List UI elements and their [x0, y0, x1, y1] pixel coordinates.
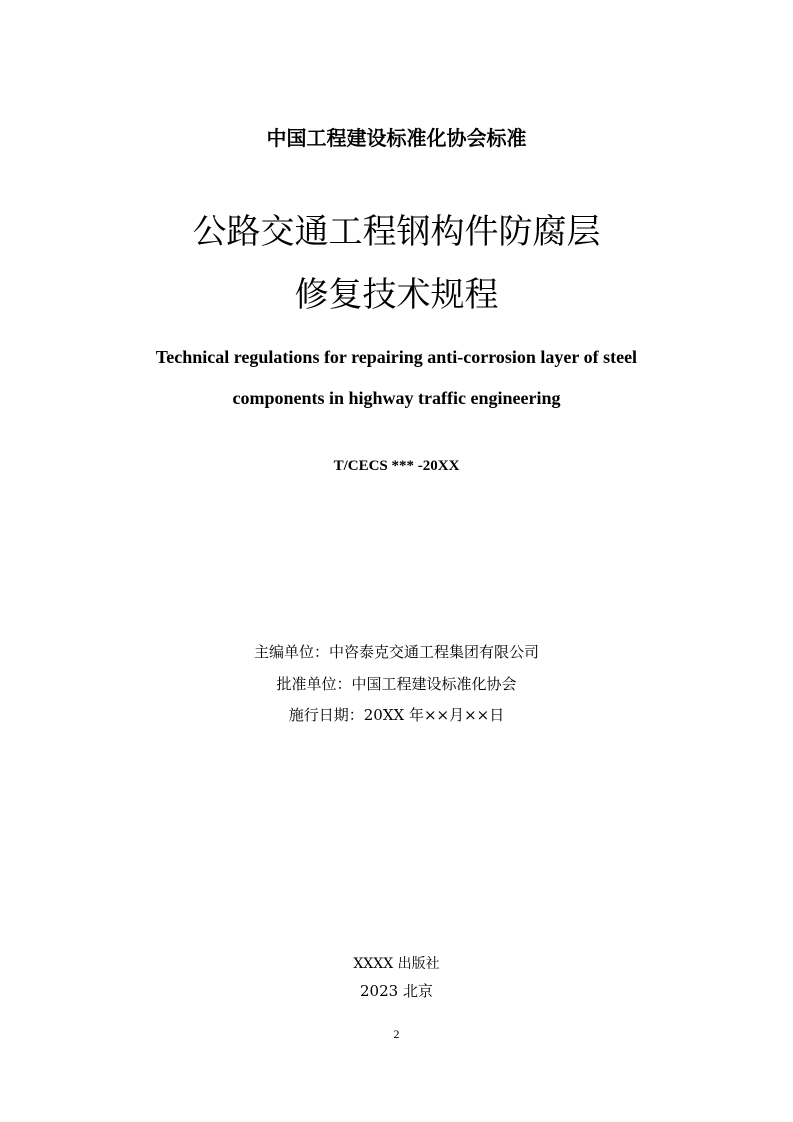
editor-unit: 主编单位：中咨泰克交通工程集团有限公司 — [253, 643, 539, 661]
effective-date: 施行日期：20XX 年××月××日 — [288, 706, 505, 724]
publisher: XXXX 出版社 — [353, 956, 440, 972]
standard-code: T/CECS *** -20XX — [333, 458, 460, 474]
organization-standard-header: 中国工程建设标准化协会标准 — [266, 126, 527, 150]
publication-place-year: 2023 北京 — [360, 982, 433, 1000]
english-title-line-1: Technical regulations for repairing anti-corrosion layer of steel — [155, 347, 638, 367]
english-title-line-2: components in highway traffic engineering — [232, 388, 561, 408]
chinese-title-line-2: 修复技术规程 — [294, 275, 499, 315]
chinese-title-line-1: 公路交通工程钢构件防腐层 — [192, 212, 601, 252]
page-number: 2 — [393, 1027, 400, 1041]
approval-unit: 批准单位：中国工程建设标准化协会 — [276, 675, 517, 693]
